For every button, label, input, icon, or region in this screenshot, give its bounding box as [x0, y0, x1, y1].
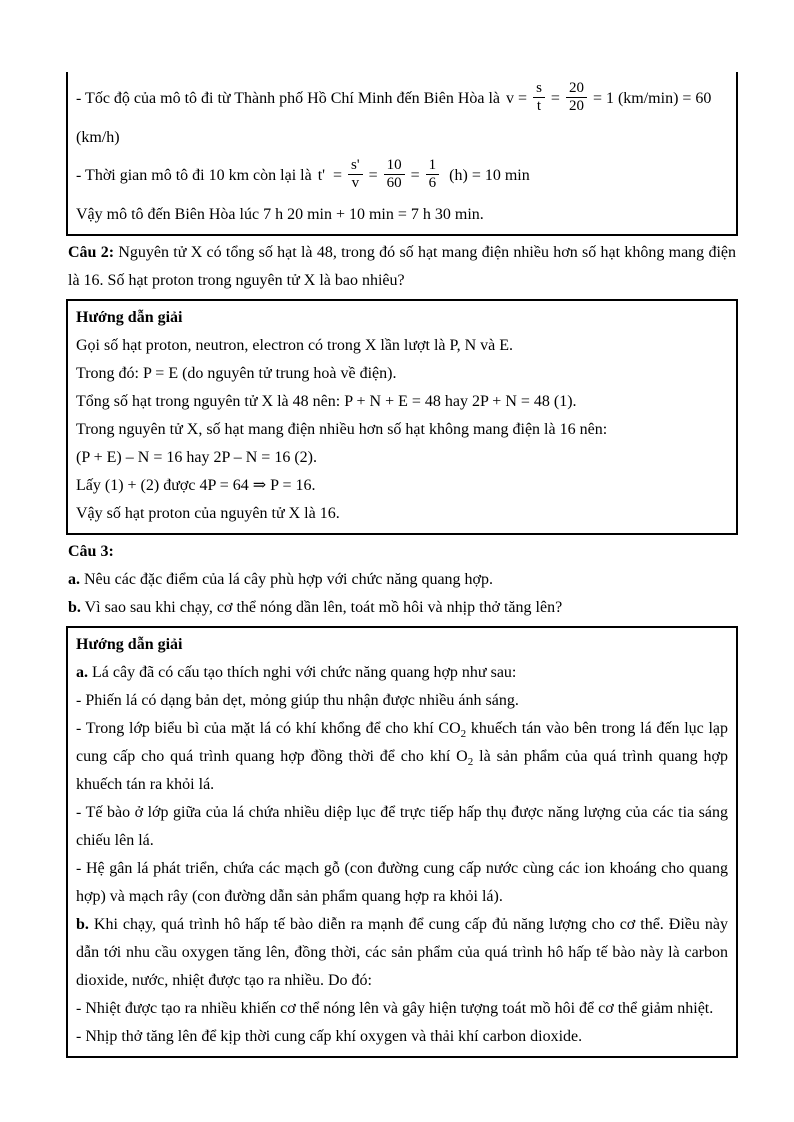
question-2-text: Câu 2: Nguyên tử X có tổng số hạt là 48, trong đó số hạt mang điện nhiều hơn số hạt không mang điện là 16. Số hạt proton trong nguyên tử X là bao nhiêu?	[68, 244, 737, 289]
fraction-20-20: $\frac{20}{20}$	[566, 80, 587, 115]
solution-guide-title: Hướng dẫn giải	[76, 636, 183, 653]
solution-line: Trong nguyên tử X, số hạt mang điện nhiều hơn số hạt không mang điện là 16 nên:	[76, 421, 608, 438]
equals-sign: =	[368, 167, 378, 185]
solution-box-cau3	[66, 626, 738, 1058]
answer-a-intro: a. Lá cây đã có cấu tạo thích nghi với chức năng quang hợp như sau:	[76, 664, 517, 681]
velocity-text: - Tốc độ của mô tô đi từ Thành phố Hồ Chí Minh đến Biên Hòa là	[76, 90, 505, 108]
time-result: (h) = 10 min	[445, 167, 530, 185]
answer-b-label: b.	[76, 916, 89, 933]
question-3a-label: a.	[68, 571, 80, 588]
question-3-section	[66, 535, 738, 626]
question-3b-label: b.	[68, 599, 81, 616]
equals-sign: =	[333, 167, 343, 185]
question-3a: a. Nêu các đặc điểm của lá cây phù hợp với chức năng quang hợp.	[68, 571, 494, 588]
time-text: - Thời gian mô tô đi 10 km còn lại là	[76, 167, 316, 185]
answer-b-point-nhiet: - Nhiệt được tạo ra nhiều khiến cơ thể nóng lên và gây hiện tượng toát mồ hôi để cơ thể giảm nhiệt.	[76, 1000, 714, 1017]
solution-line: Trong đó: P = E (do nguyên tử trung hoà về điện).	[76, 365, 397, 382]
velocity-var: v	[506, 90, 515, 108]
solution-box-cau1	[66, 72, 738, 236]
fraction-10-60: $\frac{10}{60}$	[384, 157, 405, 192]
document-content	[66, 72, 738, 1058]
unit-line: (km/h)	[76, 129, 120, 146]
answer-a-point-tebao: - Tế bào ở lớp giữa của lá chứa nhiều diệp lục để trực tiếp hấp thụ được năng lượng của các tia sáng chiếu lên lá.	[76, 804, 728, 849]
answer-a-point-bieubi: - Trong lớp biểu bì của mặt lá có khí khổng để cho khí $CO_2$ khuếch tán vào bên trong lá đến lục lạp cung cấp cho quá trình quang hợp đồng thời để cho khí $O_2$ là sản phẩm của quá trình quang hợp khuếch tán ra khỏi lá.	[76, 720, 729, 793]
solution-line: Tổng số hạt trong nguyên tử X là 48 nên: P + N + E = 48 hay 2P + N = 48 (1).	[76, 393, 577, 410]
solution-guide-title: Hướng dẫn giải	[76, 309, 183, 326]
velocity-result: = 1 (km/min) = 60	[592, 90, 712, 108]
solution-line: Vậy số hạt proton của nguyên tử X là 16.	[76, 505, 340, 522]
equals-sign: =	[550, 90, 560, 108]
question-3b: b. Vì sao sau khi chạy, cơ thể nóng dần lên, toát mồ hôi và nhịp thở tăng lên?	[68, 599, 563, 616]
answer-a-point-phien: - Phiến lá có dạng bản dẹt, mỏng giúp thu nhận được nhiều ánh sáng.	[76, 692, 519, 709]
solution-box-cau2	[66, 299, 738, 535]
velocity-formula-line	[76, 82, 728, 117]
solution-line: Lấy (1) + (2) được 4P = 64 ⇒ P = 16.	[76, 477, 316, 494]
time-var: t'	[317, 167, 330, 185]
answer-a-point-hegan: - Hệ gân lá phát triển, chứa các mạch gỗ (con đường cung cấp nước cùng các ion khoáng cho quang hợp) và mạch rây (con đường dẫn sản phẩm quang hợp ra khỏi lá).	[76, 860, 728, 905]
solution-line: (P + E) – N = 16 hay 2P – N = 16 (2).	[76, 449, 317, 466]
equals-sign: =	[410, 167, 420, 185]
fraction-1-6: $\frac{1}{6}$	[426, 157, 440, 192]
solution-line: Gọi số hạt proton, neutron, electron có trong X lần lượt là P, N và E.	[76, 337, 514, 354]
subscript-2: 2	[460, 728, 467, 741]
equals-sign: =	[518, 90, 528, 108]
answer-a-label: a.	[76, 664, 88, 681]
subscript-2: 2	[467, 756, 474, 769]
answer-b-point-nhiptho: - Nhịp thở tăng lên để kịp thời cung cấp khí oxygen và thải khí carbon dioxide.	[76, 1028, 583, 1045]
question-2-section	[66, 236, 738, 299]
question-3-label: Câu 3:	[68, 543, 114, 560]
fraction-s-t: $\frac{s}{t}$	[533, 80, 545, 115]
time-formula-line	[76, 159, 728, 194]
question-2-label: Câu 2:	[68, 244, 115, 261]
conclusion-line: Vậy mô tô đến Biên Hòa lúc 7 h 20 min + 10 min = 7 h 30 min.	[76, 206, 484, 223]
fraction-sprime-v: $\frac{s'}{v}$	[348, 157, 363, 192]
answer-b-text: b. Khi chạy, quá trình hô hấp tế bào diễn ra mạnh để cung cấp đủ năng lượng cho cơ thể. Điều này dẫn tới nhu cầu oxygen tăng lên, đồng thời, các sản phẩm của quá trình hô hấp tế bào này là carbon dioxide, nước, nhiệt được tạo ra nhiều. Do đó:	[76, 916, 728, 989]
